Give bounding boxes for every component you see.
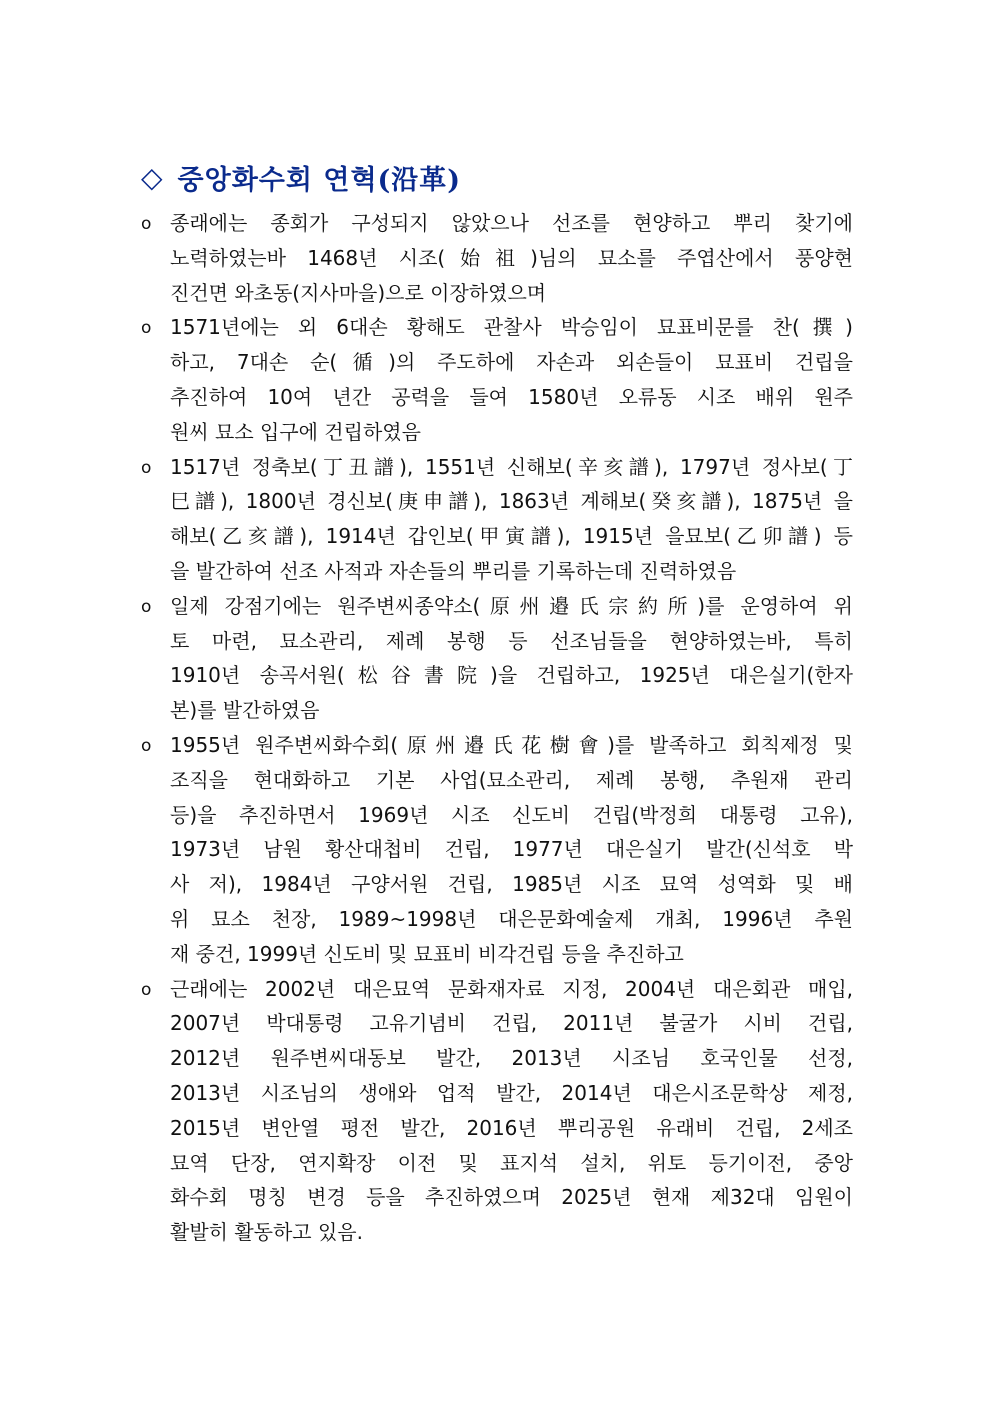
text-line: 1571년에는 외 6대손 황해도 관찰사 박승임이 묘표비문를 찬(撰) bbox=[170, 315, 853, 340]
text-line: 2013년 시조님의 생애와 업적 발간, 2014년 대은시조문학상 제정, bbox=[170, 1080, 853, 1105]
text-line: 진건면 와초동(지사마을)으로 이장하였으며 bbox=[170, 280, 547, 305]
text-line: 노력하였는바 1468년 시조(始祖)님의 묘소를 주엽산에서 풍양현 bbox=[170, 245, 853, 270]
text-line: 본)를 발간하였음 bbox=[170, 698, 320, 723]
bullet-marker: o bbox=[141, 979, 152, 1000]
list-item bbox=[141, 589, 853, 728]
list-item-text bbox=[170, 450, 853, 589]
text-line: 재 중건, 1999년 신도비 및 묘표비 비각건립 등을 추진하고 bbox=[170, 941, 684, 966]
bullet-marker: o bbox=[141, 457, 152, 478]
list-item-text bbox=[170, 206, 853, 310]
list-item-text bbox=[170, 589, 853, 728]
section-title: 중앙화수회 연혁(沿革) bbox=[177, 165, 462, 196]
text-line: 1973년 남원 황산대첩비 건립, 1977년 대은실기 발간(신석호 박 bbox=[170, 837, 853, 862]
bullet-marker: o bbox=[141, 214, 152, 234]
list-item-text bbox=[170, 310, 853, 449]
text-line: 묘역 단장, 연지확장 이전 및 표지석 설치, 위토 등기이전, 중앙 bbox=[170, 1150, 853, 1175]
text-line: 토 마련, 묘소관리, 제례 봉행 등 선조님들을 현양하였는바, 특히 bbox=[170, 628, 853, 653]
text-line: 등)을 추진하면서 1969년 시조 신도비 건립(박정희 대통령 고유), bbox=[170, 802, 853, 827]
text-line: 원씨 묘소 입구에 건립하였음 bbox=[170, 419, 421, 444]
text-line: 1910년 송곡서원(松谷書院)을 건립하고, 1925년 대은실기(한자 bbox=[170, 663, 853, 688]
list-item bbox=[141, 728, 853, 972]
bullet-marker: o bbox=[141, 596, 152, 617]
text-line: 을 발간하여 선조 사적과 자손들의 뿌리를 기록하는데 진력하였음 bbox=[170, 558, 737, 583]
text-line: 근래에는 2002년 대은묘역 문화재자료 지정, 2004년 대은회관 매입, bbox=[170, 976, 853, 1001]
list-item-text bbox=[170, 728, 853, 972]
text-line: 추진하여 10여 년간 공력을 들여 1580년 오류동 시조 배위 원주 bbox=[170, 384, 853, 409]
text-line: 화수회 명칭 변경 등을 추진하였으며 2025년 현재 제32대 임원이 bbox=[170, 1185, 853, 1210]
text-line: 위 묘소 천장, 1989~1998년 대은문화예술제 개최, 1996년 추원 bbox=[170, 906, 853, 931]
text-line: 조직을 현대화하고 기본 사업(묘소관리, 제례 봉행, 추원재 관리 bbox=[170, 767, 853, 792]
section-heading bbox=[141, 158, 461, 197]
text-line: 2012년 원주변씨대동보 발간, 2013년 시조님 호국인물 선정, bbox=[170, 1046, 853, 1071]
text-line: 사 저), 1984년 구양서원 건립, 1985년 시조 묘역 성역화 및 배 bbox=[170, 872, 853, 897]
list-item-text bbox=[170, 972, 853, 1250]
text-line: 1955년 원주변씨화수회(原州邉氏花樹會)를 발족하고 회칙제정 및 bbox=[170, 732, 853, 757]
bullet-marker: o bbox=[141, 318, 152, 339]
text-line: 일제 강점기에는 원주변씨종약소(原州邉氏宗約所)를 운영하여 위 bbox=[170, 593, 853, 618]
list-item bbox=[141, 206, 853, 310]
text-line: 2007년 박대통령 고유기념비 건립, 2011년 불굴가 시비 건립, bbox=[170, 1011, 853, 1036]
text-line: 1517년 정축보(丁丑譜), 1551년 신해보(辛亥譜), 1797년 정사보(丁 bbox=[170, 454, 853, 479]
text-line: 해보(乙亥譜), 1914년 갑인보(甲寅譜), 1915년 을묘보(乙卯譜) 등 bbox=[170, 524, 853, 549]
text-line: 활발히 활동하고 있음. bbox=[170, 1220, 363, 1245]
history-list bbox=[141, 206, 853, 1250]
text-line: 종래에는 종회가 구성되지 않았으나 선조를 현양하고 뿌리 찾기에 bbox=[170, 211, 853, 235]
list-item bbox=[141, 972, 853, 1250]
list-item bbox=[141, 310, 853, 449]
bullet-marker: o bbox=[141, 735, 152, 756]
diamond-outline-icon: ◇ bbox=[141, 161, 164, 194]
text-line: 하고, 7대손 순(循)의 주도하에 자손과 외손들이 묘표비 건립을 bbox=[170, 350, 853, 375]
text-line: 2015년 변안열 평전 발간, 2016년 뿌리공원 유래비 건립, 2세조 bbox=[170, 1115, 853, 1140]
list-item bbox=[141, 450, 853, 589]
text-line: 巳譜), 1800년 경신보(庚申譜), 1863년 계해보(癸亥譜), 1875년 을 bbox=[170, 489, 853, 514]
